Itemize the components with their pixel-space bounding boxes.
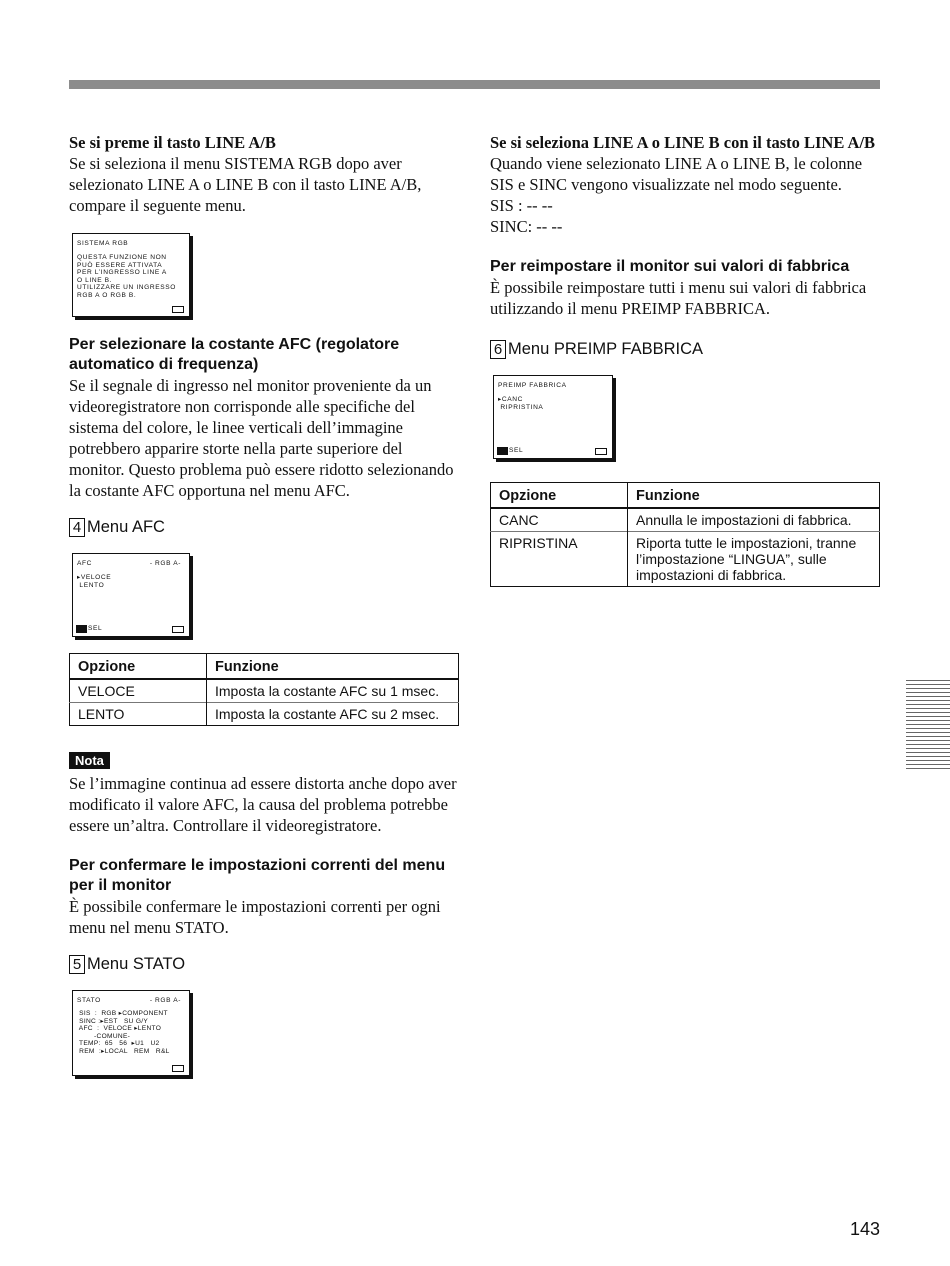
- table-cell-option: VELOCE: [70, 679, 207, 703]
- menu-number-box: 6: [490, 340, 506, 359]
- table-header-row: [70, 654, 459, 680]
- left-column: [69, 132, 459, 1076]
- side-index-tab: [906, 680, 950, 772]
- menu-number-box: 4: [69, 518, 85, 537]
- sis-line: SIS : -- --: [490, 196, 553, 215]
- osd-input-indicator: - RGB A-: [149, 997, 181, 1004]
- reset-heading: Per reimpostare il monitor sui valori di fabbrica: [490, 258, 850, 275]
- osd-options: ▸CANC RIPRISTINA: [498, 396, 544, 411]
- osd-title: STATO: [77, 997, 101, 1004]
- osd-status-lines: SIS : RGB ▸COMPONENT SINC :▸EST SU G/Y AFC : VELOCE ▸LENTO -COMUNE- TEMP: 65 56 ▸U1 U2 REM :▸LOCAL REM R&L: [78, 1010, 170, 1055]
- table-cell-function: Imposta la costante AFC su 1 msec.: [207, 679, 459, 703]
- menu-exit-icon: [172, 626, 184, 633]
- sinc-line: SINC: -- --: [490, 217, 563, 236]
- afc-options-table: [69, 653, 459, 726]
- osd-message: QUESTA FUNZIONE NON PUÒ ESSERE ATTIVATA PER L’INGRESSO LINE A O LINE B. UTILIZZARE UN INGRESSO RGB A O RGB B.: [77, 254, 176, 299]
- table-cell-option: RIPRISTINA: [491, 532, 628, 587]
- table-cell-function: Riporta tutte le impostazioni, tranne l’impostazione “LINGUA”, sulle impostazioni di fabbrica.: [628, 532, 880, 587]
- osd-title: SISTEMA RGB: [77, 240, 129, 247]
- table-row: [491, 508, 880, 532]
- line-select-heading: Se si seleziona LINE A o LINE B con il tasto LINE A/B: [490, 133, 876, 152]
- preimp-options-table: [490, 482, 880, 587]
- table-header-function: Funzione: [207, 654, 459, 680]
- reset-text: È possibile reimpostare tutti i menu sui valori di fabbrica utilizzando il menu PREIMP FABBRICA.: [490, 278, 867, 318]
- menu-stato-label: Menu STATO: [87, 955, 186, 973]
- sel-key-icon: [76, 625, 87, 633]
- table-row: [491, 532, 880, 587]
- osd-preimp-fabbrica: [493, 375, 613, 459]
- menu-number-box: 5: [69, 955, 85, 974]
- afc-heading: Per selezionare la costante AFC (regolatore automatico di frequenza): [69, 336, 400, 373]
- menu-preimp-title: [490, 339, 880, 359]
- table-header-option: Opzione: [491, 483, 628, 509]
- menu-afc-title: [69, 517, 459, 537]
- right-column: [490, 132, 880, 587]
- afc-text: Se il segnale di ingresso nel monitor proveniente da un videoregistratore non corrisponde alle specifiche del sistema del colore, le linee verticali dell’immagine potrebbero apparire storte nella parte superiore del monitor. Questo problema può essere ridotto selezionando la costante AFC opportuna nel menu AFC.: [69, 376, 454, 500]
- osd-title: PREIMP FABBRICA: [498, 382, 567, 389]
- table-cell-function: Imposta la costante AFC su 2 msec.: [207, 703, 459, 726]
- osd-sistema-rgb: [72, 233, 190, 317]
- osd-input-indicator: - RGB A-: [149, 560, 181, 567]
- osd-sel-label: SEL: [509, 447, 524, 455]
- menu-exit-icon: [172, 306, 184, 313]
- page-number: 143: [849, 1219, 880, 1239]
- osd-sel-label: SEL: [88, 625, 103, 633]
- table-row: [70, 679, 459, 703]
- stato-text: È possibile confermare le impostazioni correnti per ogni menu nel menu STATO.: [69, 897, 441, 937]
- table-cell-option: CANC: [491, 508, 628, 532]
- osd-sel: [76, 625, 102, 633]
- table-header-function: Funzione: [628, 483, 880, 509]
- menu-stato-title: [69, 954, 459, 974]
- table-header-row: [491, 483, 880, 509]
- menu-exit-icon: [172, 1065, 184, 1072]
- menu-exit-icon: [595, 448, 607, 455]
- table-header-option: Opzione: [70, 654, 207, 680]
- menu-preimp-label: Menu PREIMP FABBRICA: [508, 340, 704, 358]
- table-cell-option: LENTO: [70, 703, 207, 726]
- osd-stato: [72, 990, 190, 1076]
- line-ab-heading: Se si preme il tasto LINE A/B: [69, 133, 276, 152]
- line-ab-text: Se si seleziona il menu SISTEMA RGB dopo aver selezionato LINE A o LINE B con il tasto LINE A/B, compare il seguente menu.: [69, 154, 422, 215]
- menu-afc-label: Menu AFC: [87, 518, 165, 536]
- nota-badge: Nota: [69, 752, 110, 769]
- table-cell-function: Annulla le impostazioni di fabbrica.: [628, 508, 880, 532]
- osd-sel: [497, 447, 523, 455]
- top-rule: [69, 80, 880, 89]
- osd-afc: [72, 553, 190, 637]
- sel-key-icon: [497, 447, 508, 455]
- nota-text: Se l’immagine continua ad essere distorta anche dopo aver modificato il valore AFC, la causa del problema potrebbe essere un’altra. Controllare il videoregistratore.: [69, 774, 457, 835]
- stato-heading: Per confermare le impostazioni correnti del menu per il monitor: [69, 857, 446, 894]
- osd-title: AFC: [77, 560, 92, 567]
- line-select-text: Quando viene selezionato LINE A o LINE B, le colonne SIS e SINC vengono visualizzate nel modo seguente.: [490, 154, 863, 194]
- table-row: [70, 703, 459, 726]
- osd-options: ▸VELOCE LENTO: [77, 574, 112, 589]
